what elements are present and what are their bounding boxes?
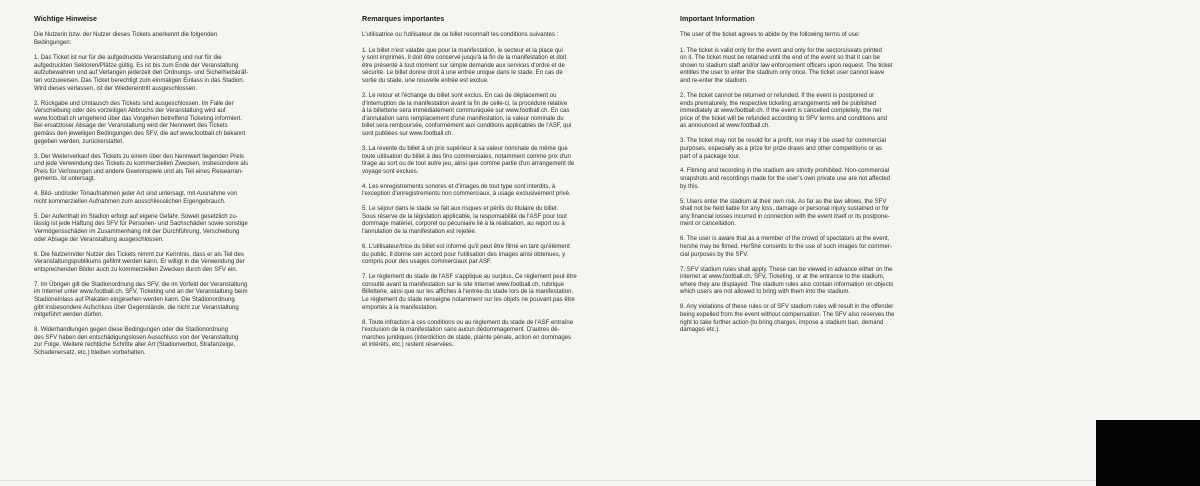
german-paragraph-7: 7. Im Übrigen gilt die Stadionordnung des SFV, die im Vorfeld der Veranstaltung im Internet unter www.football.ch, SFV, Ticketing und an der Veranstaltung beim Stadioneinlass auf Plakaten eingesehen werden kann. Die Stadionordnung gibt insbesondere Aufschluss über Gegenstände, die nicht zur Veranstaltung mitgeführt werden dürfen. <box>34 281 248 319</box>
german-paragraph-3: 3. Der Weiterverkauf des Tickets zu einem über den Nennwert liegenden Preis und jede Verwendung des Tickets zu kommerziellen Zwecken, insbesondere als Preis für Verlosungen und andere Gewinnspiele und als Teil eines Reisearran- gements, ist untersagt. <box>34 153 249 183</box>
german-paragraph-8: 8. Widerhandlungen gegen diese Bedingungen oder die Stadionordnung des SFV haben den entschädigungslosen Ausschluss von der Veranstaltung zur Folge. Weitere rechtliche Schritte aller Art (Stadionverbot, Strafanzeige, Schadenersatz, etc.) bleiben vorbehalten. <box>34 327 239 356</box>
french-paragraph-2: 2. Le retour et l'échange du billet sont exclus. En cas de déplacement ou d'interruption de la manifestation avant la fin de celle-ci, la procédure relative à la billetterie sera immédiatement communiquée sur www.football.ch. En cas d'annulation sans remplacement d'une manifestation, la valeur nominale du billet sera remboursée, conformément aux conditions applicables de l'ASF, qui sont publiées sur www.football.ch. <box>362 92 572 137</box>
german-paragraph-5: 5. Der Aufenthalt im Stadion erfolgt auf eigene Gefahr. Soweit gesetzlich zu- lässig ist jede Haftung des SFV für Personen- und Sachschäden sowie sonstige Vermögensschäden im Zusammenhang mit der Durchführung, Verschiebung oder Absage der Veranstaltung ausgeschlossen. <box>34 213 248 243</box>
french-intro: L'utilisatrice ou l'utilisateur de ce billet reconnaît les conditions suivantes : <box>362 32 559 38</box>
german-terms-column <box>34 14 324 365</box>
german-paragraph-2: 2. Rückgabe und Umtausch des Tickets sind ausgeschlossen. Im Falle der Verschiebung oder des vorzeitigen Abbruchs der Veranstaltung wird auf www.football.ch umgehend über das Vorgehen betreffend Ticketing informiert. Bei ersatzloser Absage der Veranstaltung wird der Nennwert des Tickets gemäss den jeweiligen Bedingungen des SFV, die auf www.football.ch bekannt gegeben werden, zurückerstattet. <box>34 100 246 145</box>
english-terms-column <box>680 14 970 342</box>
french-paragraph-7: 7. Le règlement du stade de l'ASF s'applique au surplus. Ce règlement peut être consulté avant la manifestation sur le site Internet www.football.ch, rubrique Billetterie, ainsi que sur les affiches à l'entrée du stade lors de la manifestation. Le règlement du stade renseigne notamment sur les objets ne pouvant pas être emportés à la manifestation. <box>362 274 577 311</box>
french-title: Remarques importantes <box>362 14 445 23</box>
french-paragraph-1: 1. Le billet n'est valable que pour la manifestation, le secteur et la place qui y sont imprimés. Il doit être conservé jusqu'à la fin de la manifestation et doit être présenté à tout moment sur simple demande aux services d'ordre et de sécurité. Le billet donne droit à une entrée unique dans le stade. En cas de sortie du stade, une nouvelle entrée est exclue. <box>362 47 567 84</box>
english-paragraph-2: 2. The ticket cannot be returned or refunded. If the event is postponed or ends prematurely, the respective ticketing arrangements will be published immediately at www.football.ch. If the event is cancelled completely, the net price of the ticket will be refunded according to SFV terms and conditions and as announced at www.football.ch. <box>680 92 888 130</box>
french-terms-column <box>362 14 644 357</box>
german-title: Wichtige Hinweise <box>34 14 98 23</box>
german-paragraph-6: 6. Die Nutzerin/der Nutzer des Tickets nimmt zur Kenntnis, dass er als Teil des Veranstaltungspublikums gefilmt werden kann. Er willigt in die Verwendung der entsprechenden Bilder auch zu kommerziellen Zwecken durch den SFV ein. <box>34 251 245 273</box>
french-paragraph-3: 3. La revente du billet à un prix supérieur à sa valeur nominale de même que toute utilisation du billet à des fins commerciales, notamment comme prix d'un tirage au sort ou de tout autre jeu, ainsi que comme partie d'un arrangement de voyage sont exclues. <box>362 145 575 175</box>
german-paragraph-1: 1. Das Ticket ist nur für die aufgedruckte Veranstaltung und nur für die aufgedruckten Sektoren/Plätze gültig. Es ist bis zum Ende der Veranstaltung aufzubewahren und auf Verlangen jederzeit den Ordnungs- und Sicherheitskräf- ten vorzuweisen. Das Ticket berechtigt zum einmaligen Einlass in das Stadion. Wird dieses verlassen, ist der Wiedereintritt ausgeschlossen. <box>34 55 249 92</box>
english-paragraph-8: 8. Any violations of these rules or of SFV stadium rules will result in the offender being expelled from the event without compensation. The SFV also reserves the right to take further action (to bring charges, impose a stadium ban, demand damages etc.). <box>680 304 895 334</box>
german-paragraph-4: 4. Bild- und/oder Tonaufnahmen jeder Art sind untersagt, mit Ausnahme von nicht kommerziellen Aufnahmen zum ausschliesslichen Eigengebrauch. <box>34 191 237 205</box>
english-paragraph-7: 7. SFV stadium rules shall apply. These can be viewed in advance either on the internet at www.football.ch, SFV, Ticketing, or at the entrance to the stadium, where they are displayed. The stadium rules also contain information on objects which users are not allowed to bring with them into the stadium. <box>680 266 894 296</box>
english-intro: The user of the ticket agrees to abide by the following terms of use: <box>680 32 860 38</box>
corner-black-block <box>1096 420 1200 486</box>
french-paragraph-5: 5. Le séjour dans le stade se fait aux risques et périls du titulaire du billet. Sous réserve de la législation applicable, la responsabilité de l'ASF pour tout dommage matériel, corporel ou pécuniaire lié à la réalisation, au report ou à l'annulation de la manifestation est rejetée. <box>362 206 567 236</box>
bottom-edge-line <box>0 480 1096 481</box>
english-paragraph-1: 1. The ticket is valid only for the event and only for the sectors/seats printed on it. The ticket must be retained until the end of the event so that it can be shown to stadium staff and/or law enforcement officers upon request. The ticket entitles the user to enter the stadium only once. The ticket user cannot leave and re-enter the stadium. <box>680 47 893 84</box>
english-paragraph-5: 5. Users enter the stadium at their own risk. As far as the law allows, the SFV shall not be held liable for any loss, damage or personal injury sustained or for any financial losses incurred in connection with the event itself or its postpone- ment or cancellation. <box>680 198 890 228</box>
english-paragraph-4: 4. Filming and recording in the stadium are strictly prohibited. Non-commercial snapshots and recordings made for the user's own private use are not affected by this. <box>680 168 891 190</box>
english-paragraph-6: 6. The user is aware that as a member of the crowd of spectators at the event, he/she may be filmed. He/She consents to the use of such images for commer- cial purposes by the SFV. <box>680 236 892 258</box>
french-paragraph-6: 6. L'utilisateur/trice du billet est informé qu'il peut être filmé en tant qu'élément du public. Il donne son accord pour l'utilisation des images ainsi obtenues, y compris pour des usages commerciaux par ASF. <box>362 244 570 266</box>
german-intro: Die Nutzerin bzw. der Nutzer dieses Tickets anerkennt die folgenden Bedingungen: <box>34 32 218 46</box>
french-paragraph-8: 8. Toute infraction à ces conditions ou au règlement du stade de l'ASF entraîne l'exclusion de la manifestation sans aucun dédommagement. D'autres dé- marches juridiques (interdiction de stade, plainte pénale, action en dommages et intérêts, etc.) restent réservées. <box>362 319 574 349</box>
english-title: Important Information <box>680 14 755 23</box>
french-paragraph-4: 4. Les enregistrements sonores et d'images de tout type sont interdits, à l'exception d'enregistrements non commerciaux, à usage exclusivement privé. <box>362 183 571 198</box>
english-paragraph-3: 3. The ticket may not be resold for a profit, nor may it be used for commercial purposes, especially as a prize for prize draws and other competitions or as part of a package tour. <box>680 138 886 160</box>
